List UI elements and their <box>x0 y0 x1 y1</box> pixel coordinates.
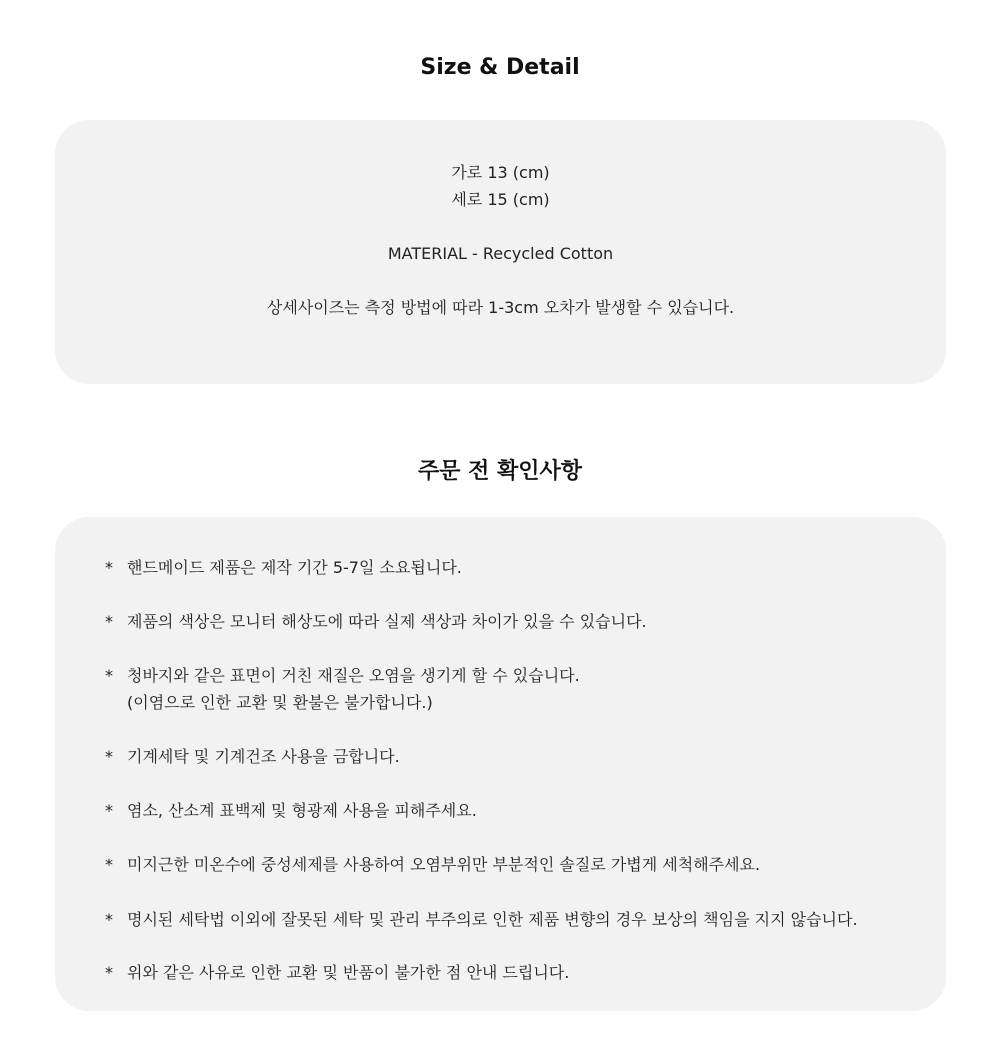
bullet-marker: * <box>105 855 113 874</box>
notice-item-text: 제품의 색상은 모니터 해상도에 따라 실제 색상과 차이가 있을 수 있습니다. <box>127 612 647 631</box>
order-notice-panel <box>55 517 946 1011</box>
notice-item-text: 염소, 산소계 표백제 및 형광제 사용을 피해주세요. <box>127 801 477 820</box>
order-notice-heading: 주문 전 확인사항 <box>417 459 583 484</box>
size-detail-panel <box>55 120 946 384</box>
notice-item-text: 청바지와 같은 표면이 거친 재질은 오염을 생기게 할 수 있습니다. <box>127 666 580 685</box>
notice-item <box>105 554 905 581</box>
notice-item <box>105 797 905 824</box>
notice-item <box>105 743 905 770</box>
notice-item <box>105 851 905 878</box>
bullet-marker: * <box>105 747 113 766</box>
size-tolerance-note: 상세사이즈는 측정 방법에 따라 1-3cm 오차가 발생할 수 있습니다. <box>266 298 735 317</box>
notice-item-text: 명시된 세탁법 이외에 잘못된 세탁 및 관리 부주의로 인한 제품 변향의 경우 보상의 책임을 지지 않습니다. <box>127 910 858 929</box>
bullet-marker: * <box>105 558 113 577</box>
notice-item-text: 기계세탁 및 기계건조 사용을 금합니다. <box>127 747 400 766</box>
material-text: MATERIAL - Recycled Cotton <box>387 244 614 263</box>
height-text: 세로 15 (cm) <box>451 190 550 209</box>
notice-item-text: 위와 같은 사유로 인한 교환 및 반품이 불가한 점 안내 드립니다. <box>127 963 570 982</box>
notice-item <box>105 959 905 986</box>
bullet-marker: * <box>105 963 113 982</box>
notice-item-text: 핸드메이드 제품은 제작 기간 5-7일 소요됩니다. <box>127 558 462 577</box>
notice-item-text: 미지근한 미온수에 중성세제를 사용하여 오염부위만 부분적인 솔질로 가볍게 세척해주세요. <box>127 855 761 874</box>
bullet-marker: * <box>105 801 113 820</box>
notice-item <box>105 608 905 635</box>
notice-item <box>105 906 905 933</box>
bullet-marker: * <box>105 666 113 685</box>
bullet-marker: * <box>105 910 113 929</box>
size-detail-heading: Size & Detail <box>420 55 580 80</box>
notice-item <box>105 662 905 716</box>
width-text: 가로 13 (cm) <box>451 163 550 182</box>
notice-item-continuation: (이염으로 인한 교환 및 환불은 불가합니다.) <box>127 693 433 712</box>
bullet-marker: * <box>105 612 113 631</box>
